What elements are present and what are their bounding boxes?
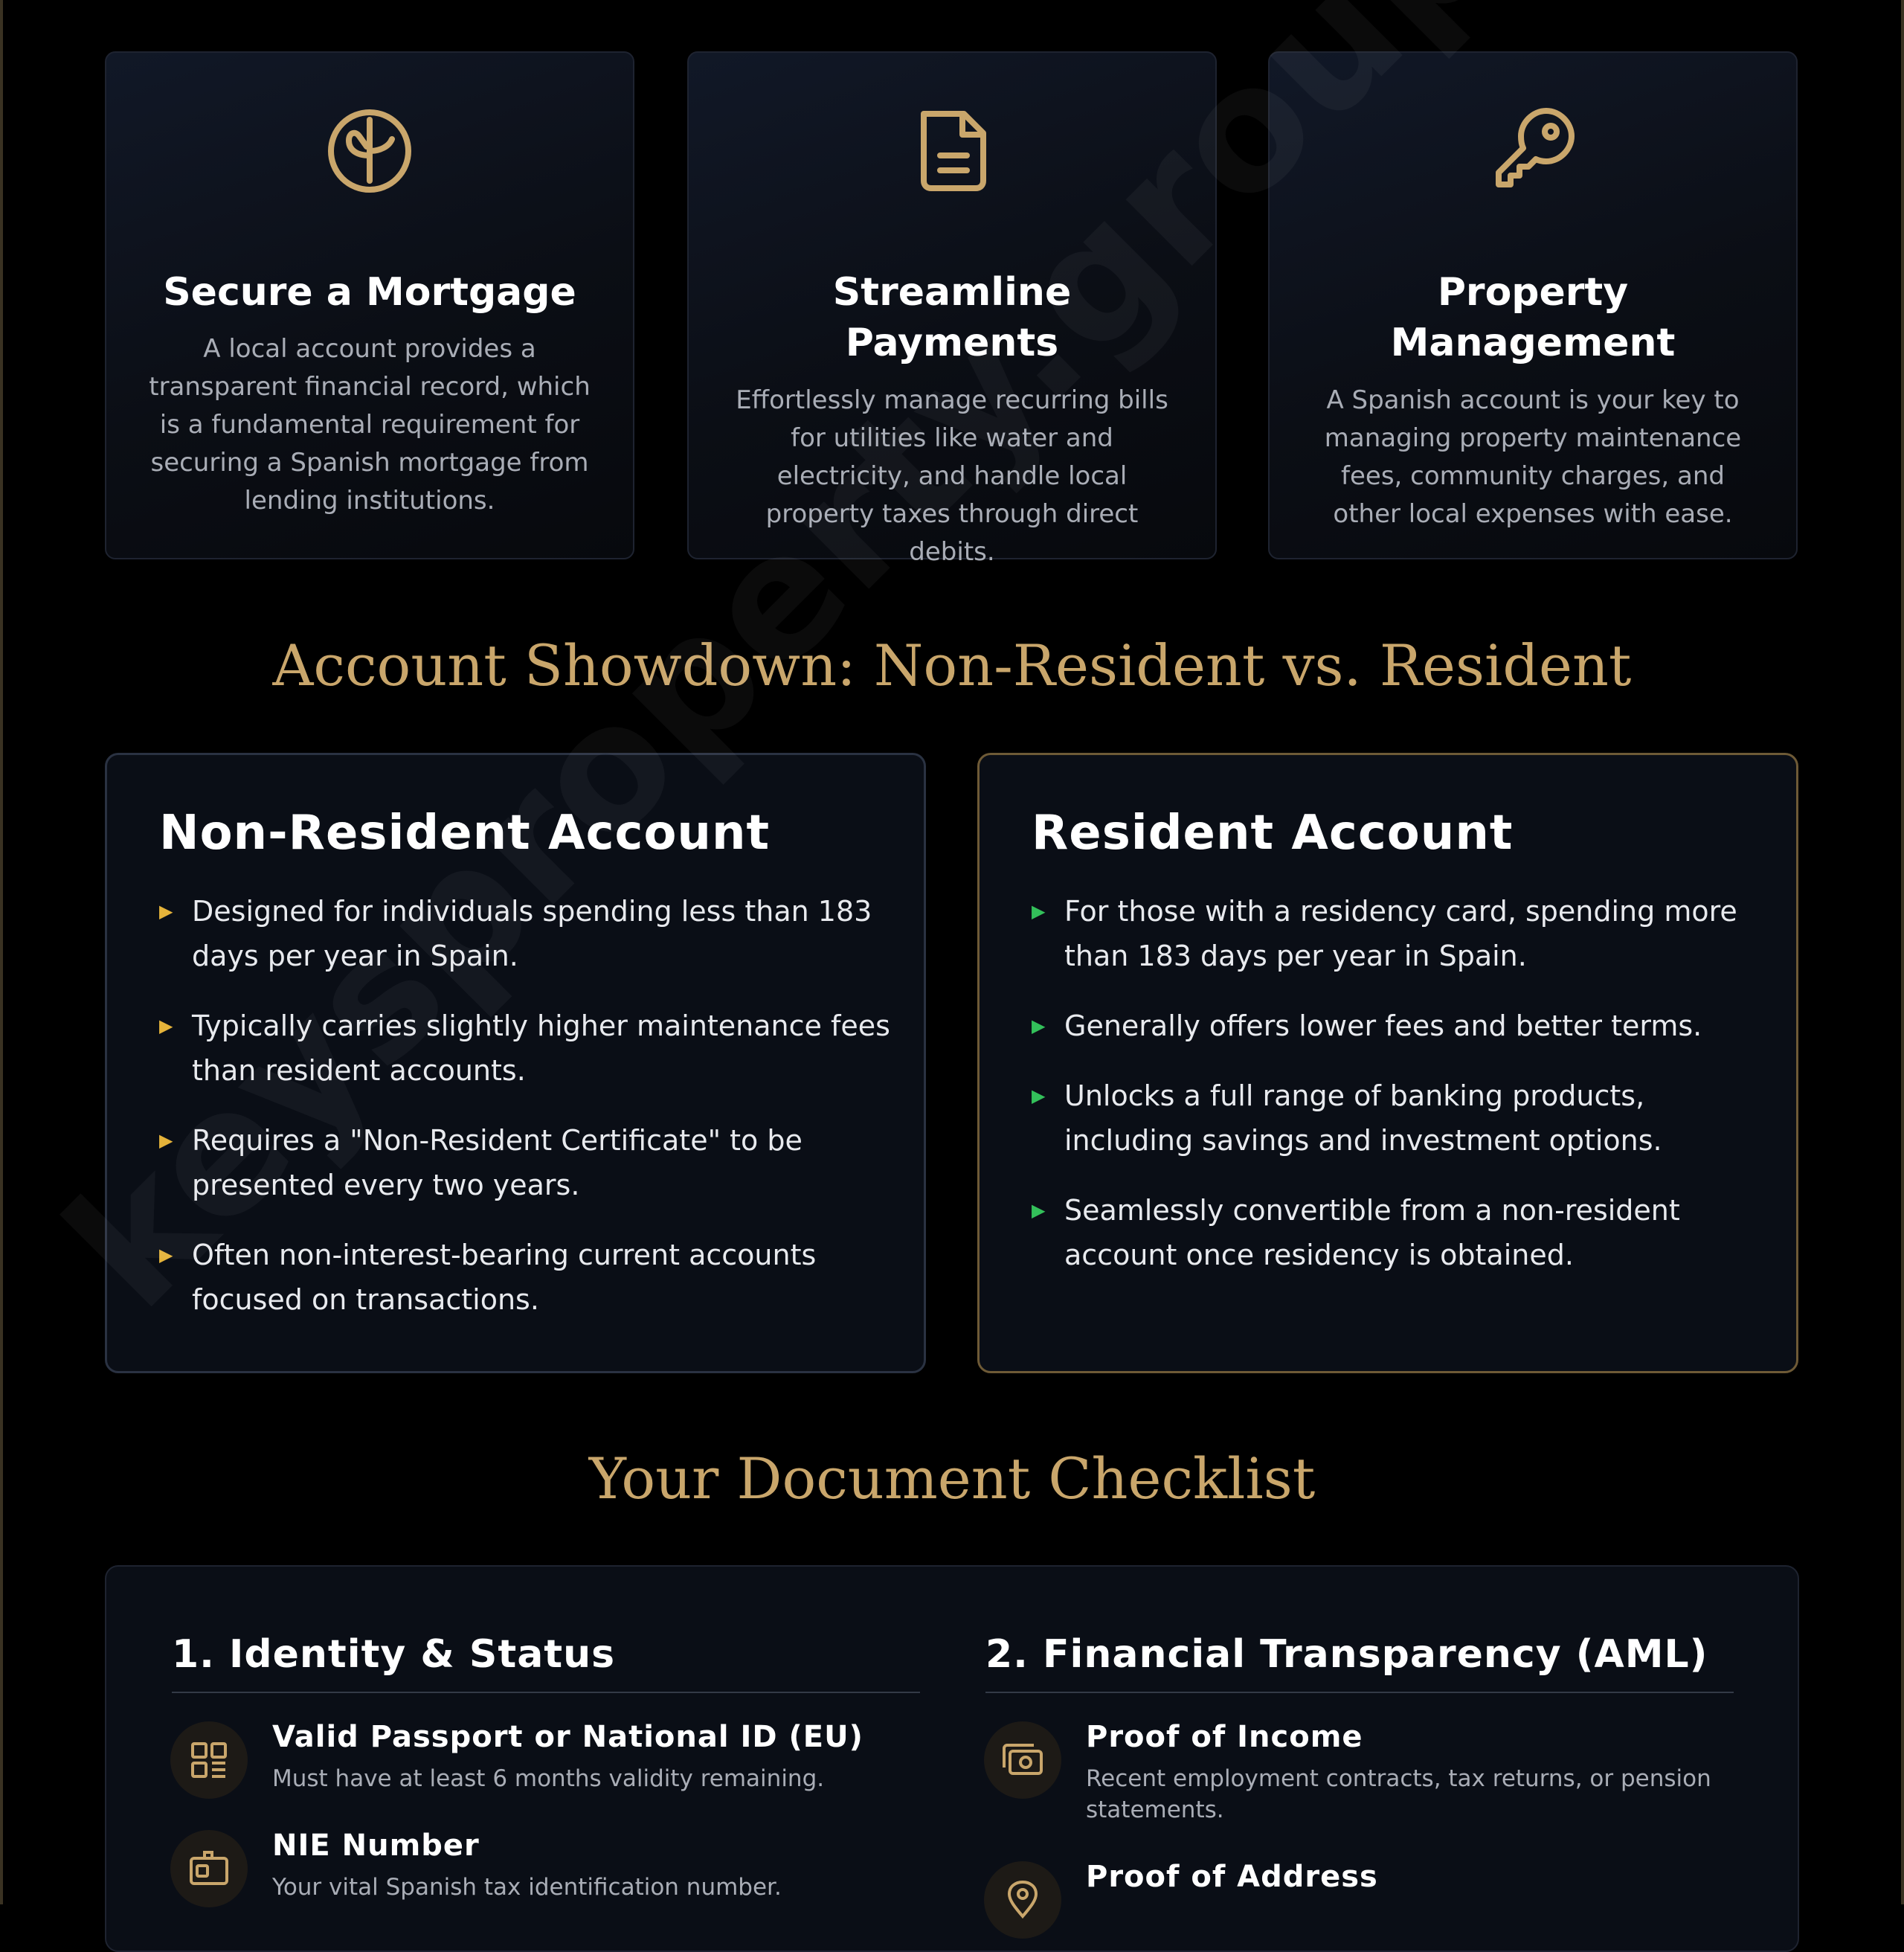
feature-card-mortgage: [105, 51, 634, 559]
list-item: [1032, 1004, 1766, 1048]
identity-heading: 1. Identity & Status: [172, 1632, 920, 1693]
passport-grid-icon: [170, 1721, 248, 1799]
key-icon: [1481, 97, 1585, 202]
checklist-item-title: Proof of Address: [1086, 1860, 1378, 1894]
feature-card-payments: [687, 51, 1217, 567]
checklist-section-title: Your Document Checklist: [588, 1445, 1316, 1512]
list-item: [159, 1118, 894, 1207]
location-pin-icon: [984, 1861, 1061, 1939]
checklist-item-title: Valid Passport or National ID (EU): [272, 1720, 863, 1754]
non-resident-title: Non-Resident Account: [159, 806, 771, 861]
document-icon: [900, 97, 1004, 202]
financial-heading: 2. Financial Transparency (AML): [985, 1632, 1734, 1693]
list-item: [1032, 1073, 1766, 1163]
checklist-item-title: Proof of Income: [1086, 1720, 1363, 1754]
point-text: Generally offers lower fees and better terms.: [1064, 1009, 1702, 1042]
point-text: Typically carries slightly higher maintenance fees than resident accounts.: [192, 1009, 890, 1087]
non-resident-points: [159, 889, 894, 1347]
page-edge-right: [1901, 0, 1904, 1904]
checklist-item-description: Recent employment contracts, tax returns, or pension statements.: [1086, 1765, 1711, 1823]
point-text: Requires a "Non-Resident Certificate" to be presented every two years.: [192, 1124, 803, 1201]
checklist-item-description: Must have at least 6 months validity remaining.: [272, 1765, 825, 1792]
bullet-arrow-icon: ▶: [1032, 1015, 1046, 1036]
comparison-section-title: Account Showdown: Non-Resident vs. Resident: [272, 632, 1632, 699]
point-text: Often non-interest-bearing current accounts focused on transactions.: [192, 1239, 817, 1316]
checklist-item-title: NIE Number: [272, 1829, 480, 1863]
feature-description: Effortlessly manage recurring bills for utilities like water and electricity, and handle local property taxes through direct debits.: [736, 385, 1168, 567]
hand-coin-icon: [318, 97, 422, 202]
feature-description: A local account provides a transparent financial record, which is a fundamental requirement for securing a Spanish mortgage from lending institutions.: [149, 334, 591, 516]
list-item: [159, 889, 894, 978]
list-item: [159, 1004, 894, 1093]
resident-card: [977, 753, 1798, 1373]
list-item: [1032, 1188, 1766, 1277]
feature-title: Property Management: [1390, 270, 1676, 365]
feature-description: A Spanish account is your key to managing property maintenance fees, community charges, and other local expenses with ease.: [1324, 385, 1742, 529]
cash-icon: [984, 1721, 1061, 1799]
point-text: Unlocks a full range of banking products, including savings and investment options.: [1064, 1079, 1662, 1157]
resident-points: [1032, 889, 1766, 1303]
bullet-arrow-icon: ▶: [1032, 1200, 1046, 1221]
page-edge-left: [0, 0, 3, 1904]
list-item: [1032, 889, 1766, 978]
bullet-arrow-icon: ▶: [159, 901, 173, 922]
bullet-arrow-icon: ▶: [1032, 901, 1046, 922]
feature-title: Streamline Payments: [832, 270, 1072, 365]
non-resident-card: [105, 753, 926, 1373]
feature-card-management: [1268, 51, 1798, 559]
bullet-arrow-icon: ▶: [159, 1245, 173, 1265]
checklist-item-description: Your vital Spanish tax identification number.: [272, 1874, 782, 1901]
resident-title: Resident Account: [1032, 806, 1514, 861]
bullet-arrow-icon: ▶: [1032, 1085, 1046, 1106]
bullet-arrow-icon: ▶: [159, 1130, 173, 1151]
point-text: Designed for individuals spending less than 183 days per year in Spain.: [192, 895, 872, 972]
list-item: [159, 1233, 894, 1322]
point-text: Seamlessly convertible from a non-resident account once residency is obtained.: [1064, 1194, 1680, 1271]
bullet-arrow-icon: ▶: [159, 1015, 173, 1036]
id-card-icon: [170, 1830, 248, 1907]
point-text: For those with a residency card, spending more than 183 days per year in Spain.: [1064, 895, 1737, 972]
feature-title: Secure a Mortgage: [163, 270, 576, 315]
